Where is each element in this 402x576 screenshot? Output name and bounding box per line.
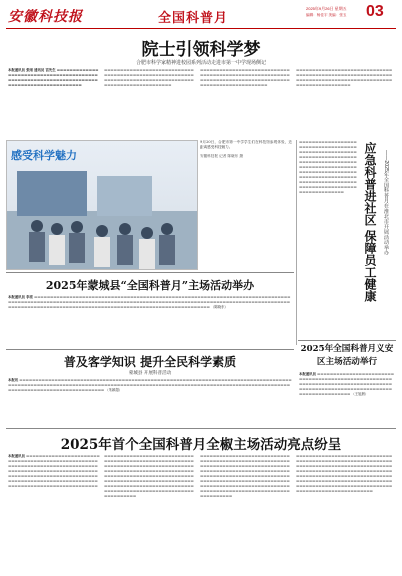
lead-subhead: 合肥市科学家精神进校园系列活动走进市第一中学现场侧记: [135, 60, 266, 66]
page-number: 03: [366, 3, 384, 20]
photo-illustration: [7, 141, 197, 269]
lead-body-col-3: ▬▬▬▬▬▬▬▬▬▬▬▬▬▬▬▬▬▬▬▬▬▬▬▬▬▬▬▬▬▬▬▬▬▬▬▬▬▬▬▬▬▬▬▬▬▬▬▬▬▬▬▬▬▬▬▬▬▬▬▬▬▬▬▬▬▬▬▬▬▬▬▬▬▬▬▬▬▬▬▬▬▬▬▬▬▬▬▬▬▬▬▬▬▬▬▬▬▬▬▬▬▬▬▬▬: [200, 68, 290, 87]
article-4-byline: 本报讯: [8, 378, 19, 382]
article-5-body: 本报通讯员 ▬▬▬▬▬▬▬▬▬▬▬▬▬▬▬▬▬▬▬▬▬▬▬▬▬▬▬▬▬▬▬▬▬▬▬▬▬▬▬▬▬▬▬▬▬▬▬▬▬▬▬▬▬▬▬▬▬▬▬▬▬▬▬▬▬▬▬▬▬▬▬▬▬▬▬▬▬▬▬▬▬▬▬▬▬▬▬▬▬▬▬▬▬▬▬▬▬▬▬▬▬▬▬▬▬▬▬▬▬▬▬▬▬▬▬▬▬▬▬▬▬▬▬▬▬▬▬ （王旭晨）: [299, 372, 394, 396]
bottom-body-col-3: ▬▬▬▬▬▬▬▬▬▬▬▬▬▬▬▬▬▬▬▬▬▬▬▬▬▬▬▬▬▬▬▬▬▬▬▬▬▬▬▬▬▬▬▬▬▬▬▬▬▬▬▬▬▬▬▬▬▬▬▬▬▬▬▬▬▬▬▬▬▬▬▬▬▬▬▬▬▬▬▬▬▬▬▬▬▬▬▬▬▬▬▬▬▬▬▬▬▬▬▬▬▬▬▬▬▬▬▬▬▬▬▬▬▬▬▬▬▬▬▬▬▬▬▬▬▬▬▬▬▬▬▬▬▬▬▬▬▬▬▬▬▬▬▬▬▬▬▬▬▬▬▬▬▬▬▬▬▬▬▬▬▬▬▬▬▬▬▬▬▬▬▬▬▬▬▬▬▬▬▬▬▬▬▬▬▬▬▬▬▬▬▬▬▬▬▬▬▬▬▬▬▬▬▬▬▬▬▬▬▬▬▬▬▬▬▬▬▬▬▬▬▬▬▬▬▬▬▬▬▬▬▬▬▬: [200, 454, 290, 498]
bottom-headline: 2025年首个全国科普月全椒主场活动亮点纷呈: [60, 437, 342, 453]
lead-body-col-4: ▬▬▬▬▬▬▬▬▬▬▬▬▬▬▬▬▬▬▬▬▬▬▬▬▬▬▬▬▬▬▬▬▬▬▬▬▬▬▬▬▬▬▬▬▬▬▬▬▬▬▬▬▬▬▬▬▬▬▬▬▬▬▬▬▬▬▬▬▬▬▬▬▬▬▬▬▬▬▬▬▬▬▬▬▬▬▬▬▬▬▬▬▬▬▬▬▬▬▬▬▬▬▬▬▬▬▬: [296, 68, 393, 87]
article-5-credit: （王旭晨）: [351, 392, 369, 396]
photo-block: [6, 140, 198, 270]
bottom-body-col-2: ▬▬▬▬▬▬▬▬▬▬▬▬▬▬▬▬▬▬▬▬▬▬▬▬▬▬▬▬▬▬▬▬▬▬▬▬▬▬▬▬▬▬▬▬▬▬▬▬▬▬▬▬▬▬▬▬▬▬▬▬▬▬▬▬▬▬▬▬▬▬▬▬▬▬▬▬▬▬▬▬▬▬▬▬▬▬▬▬▬▬▬▬▬▬▬▬▬▬▬▬▬▬▬▬▬▬▬▬▬▬▬▬▬▬▬▬▬▬▬▬▬▬▬▬▬▬▬▬▬▬▬▬▬▬▬▬▬▬▬▬▬▬▬▬▬▬▬▬▬▬▬▬▬▬▬▬▬▬▬▬▬▬▬▬▬▬▬▬▬▬▬▬▬▬▬▬▬▬▬▬▬▬▬▬▬▬▬▬▬▬▬▬▬▬▬▬▬▬▬▬▬▬▬▬▬▬▬▬▬▬▬▬▬▬▬▬▬▬▬▬▬▬▬▬▬▬▬▬▬▬▬▬▬▬: [104, 454, 194, 498]
lead-body-col-2: ▬▬▬▬▬▬▬▬▬▬▬▬▬▬▬▬▬▬▬▬▬▬▬▬▬▬▬▬▬▬▬▬▬▬▬▬▬▬▬▬▬▬▬▬▬▬▬▬▬▬▬▬▬▬▬▬▬▬▬▬▬▬▬▬▬▬▬▬▬▬▬▬▬▬▬▬▬▬▬▬▬▬▬▬▬▬▬▬▬▬▬▬▬▬▬▬▬▬▬▬▬▬▬▬▬: [104, 68, 194, 87]
article-5-headline: 2025年全国科普月义安区主场活动举行: [300, 344, 394, 367]
article-3-subhead: ——2025年全国科普月在淮北市开展活动举办: [383, 150, 389, 256]
article-3-headline: 应急科普进社区 保障员工健康: [363, 142, 377, 303]
editor-line: 编辑：杨佳宇 美编：张玉: [306, 13, 347, 17]
col-divider-right: [296, 140, 297, 345]
lead-byline: 本报通讯员 张雨 通讯员 宫先生: [8, 68, 56, 72]
article-4-subhead: 蒙城县 开展科普活动: [128, 370, 172, 375]
bottom-byline: 本报通讯员: [8, 454, 25, 458]
bottom-body-col-1: 本报通讯员 ▬▬▬▬▬▬▬▬▬▬▬▬▬▬▬▬▬▬▬▬▬▬▬▬▬▬▬▬▬▬▬▬▬▬▬▬▬▬▬▬▬▬▬▬▬▬▬▬▬▬▬▬▬▬▬▬▬▬▬▬▬▬▬▬▬▬▬▬▬▬▬▬▬▬▬▬▬▬▬▬▬▬▬▬▬▬▬▬▬▬▬▬▬▬▬▬▬▬▬▬▬▬▬▬▬▬▬▬▬▬▬▬▬▬▬▬▬▬▬▬▬▬▬▬▬▬▬▬▬▬▬▬▬▬▬▬▬▬▬▬▬▬▬▬▬▬▬▬▬▬▬▬▬▬▬▬▬▬▬▬▬▬▬▬▬▬▬▬▬▬▬▬▬▬▬▬▬▬▬▬▬▬▬▬▬▬▬▬▬▬▬: [8, 454, 100, 488]
article-2-headline: 2025年蒙城县“全国科普月”主场活动举办: [45, 279, 255, 292]
article-4-credit: （朱颖超）: [105, 388, 123, 392]
article-3-body: ▬▬▬▬▬▬▬▬▬▬▬▬▬▬▬▬▬▬▬▬▬▬▬▬▬▬▬▬▬▬▬▬▬▬▬▬▬▬▬▬▬▬▬▬▬▬▬▬▬▬▬▬▬▬▬▬▬▬▬▬▬▬▬▬▬▬▬▬▬▬▬▬▬▬▬▬▬▬▬▬▬▬▬▬▬▬▬▬▬▬▬▬▬▬▬▬▬▬▬▬▬▬▬▬▬▬▬▬▬▬▬▬▬▬▬▬▬▬▬▬▬▬▬▬▬▬▬▬▬▬▬▬▬▬▬▬▬▬▬▬▬▬▬▬▬▬▬▬▬▬▬▬▬▬▬▬▬▬▬▬▬▬▬▬▬▬▬▬▬▬▬▬▬▬▬▬▬▬▬▬▬▬▬▬▬▬▬▬▬▬▬▬▬▬: [299, 140, 357, 194]
photo-caption-box: [200, 140, 292, 268]
bottom-body-col-4: ▬▬▬▬▬▬▬▬▬▬▬▬▬▬▬▬▬▬▬▬▬▬▬▬▬▬▬▬▬▬▬▬▬▬▬▬▬▬▬▬▬▬▬▬▬▬▬▬▬▬▬▬▬▬▬▬▬▬▬▬▬▬▬▬▬▬▬▬▬▬▬▬▬▬▬▬▬▬▬▬▬▬▬▬▬▬▬▬▬▬▬▬▬▬▬▬▬▬▬▬▬▬▬▬▬▬▬▬▬▬▬▬▬▬▬▬▬▬▬▬▬▬▬▬▬▬▬▬▬▬▬▬▬▬▬▬▬▬▬▬▬▬▬▬▬▬▬▬▬▬▬▬▬▬▬▬▬▬▬▬▬▬▬▬▬▬▬▬▬▬▬▬▬▬▬▬▬▬▬▬▬▬▬▬▬▬▬▬▬▬▬▬▬▬▬▬▬▬▬▬▬▬▬▬▬▬▬▬▬▬▬▬▬▬▬▬▬▬▬▬▬▬▬▬▬▬▬▬▬▬▬▬▬▬: [296, 454, 393, 493]
article-4-body: 本报讯 ▬▬▬▬▬▬▬▬▬▬▬▬▬▬▬▬▬▬▬▬▬▬▬▬▬▬▬▬▬▬▬▬▬▬▬▬▬▬▬▬▬▬▬▬▬▬▬▬▬▬▬▬▬▬▬▬▬▬▬▬▬▬▬▬▬▬▬▬▬▬▬▬▬▬▬▬▬▬▬▬▬▬▬▬▬▬▬▬▬▬▬▬▬▬▬▬▬▬▬▬▬▬▬▬▬▬▬▬▬▬▬▬▬▬▬▬▬▬▬▬▬▬▬▬▬▬▬▬▬▬▬▬▬▬▬▬▬▬▬▬▬▬▬▬▬▬▬▬▬▬▬▬▬▬▬▬▬▬▬▬▬▬▬▬▬▬▬▬▬▬▬▬▬▬▬▬▬▬▬▬▬▬▬▬▬▬▬▬▬▬▬▬▬▬▬▬▬▬▬▬▬▬▬ （朱颖超）: [8, 378, 292, 392]
divider-article-5: [298, 340, 396, 341]
divider-article-4: [6, 349, 294, 350]
article-5-byline: 本报通讯员: [299, 372, 316, 376]
article-2-credit: （陈晓东）: [210, 305, 228, 309]
article-2-byline: 本报通讯员 李亮: [8, 295, 33, 299]
paper-logo: 安徽科技报: [8, 9, 83, 25]
divider-bottom: [6, 428, 396, 429]
lead-headline: 院士引领科学梦: [141, 40, 261, 60]
photo-title: 感受科学魅力: [11, 149, 77, 162]
date-line: 2025年9月26日 星期五: [306, 6, 347, 11]
masthead-divider: [6, 28, 396, 29]
article-4-headline: 普及客学知识 提升全民科学素质: [63, 355, 237, 369]
section-title: 全国科普月: [158, 10, 229, 25]
article-2-body: 本报通讯员 李亮 ▬▬▬▬▬▬▬▬▬▬▬▬▬▬▬▬▬▬▬▬▬▬▬▬▬▬▬▬▬▬▬▬▬▬▬▬▬▬▬▬▬▬▬▬▬▬▬▬▬▬▬▬▬▬▬▬▬▬▬▬▬▬▬▬▬▬▬▬▬▬▬▬▬▬▬▬▬▬▬▬▬▬▬▬▬▬▬▬▬▬▬▬▬▬▬▬▬▬▬▬▬▬▬▬▬▬▬▬▬▬▬▬▬▬▬▬▬▬▬▬▬▬▬▬▬▬▬▬▬▬▬▬▬▬▬▬▬▬▬▬▬▬▬▬▬▬▬▬▬▬▬▬▬▬▬▬▬▬▬▬▬▬▬▬▬▬▬▬▬▬▬▬▬▬▬▬▬▬▬▬▬▬▬▬▬▬▬▬▬▬▬▬▬▬▬▬▬▬▬▬▬▬▬▬▬▬▬▬▬▬▬▬▬▬▬▬▬▬▬▬▬▬▬▬▬▬▬▬▬▬▬ （陈晓东）: [8, 295, 291, 309]
photo-credit: 安徽科技报 记者 陈晓东 摄: [200, 154, 243, 159]
lead-body-col-1: 本报通讯员 张雨 通讯员 宫先生 ▬▬▬▬▬▬▬▬▬▬▬▬▬▬▬▬▬▬▬▬▬▬▬▬▬▬▬▬▬▬▬▬▬▬▬▬▬▬▬▬▬▬▬▬▬▬▬▬▬▬▬▬▬▬▬▬▬▬▬▬▬▬▬▬▬▬▬▬▬▬▬▬▬▬▬▬▬▬▬▬▬▬▬▬▬▬▬▬▬▬▬▬: [8, 68, 99, 87]
divider-article-2: [6, 272, 294, 273]
photo-caption: 9月20日，合肥市第一中学学生们在科技馆参观体验，近距离感受科技魅力。: [200, 140, 292, 150]
